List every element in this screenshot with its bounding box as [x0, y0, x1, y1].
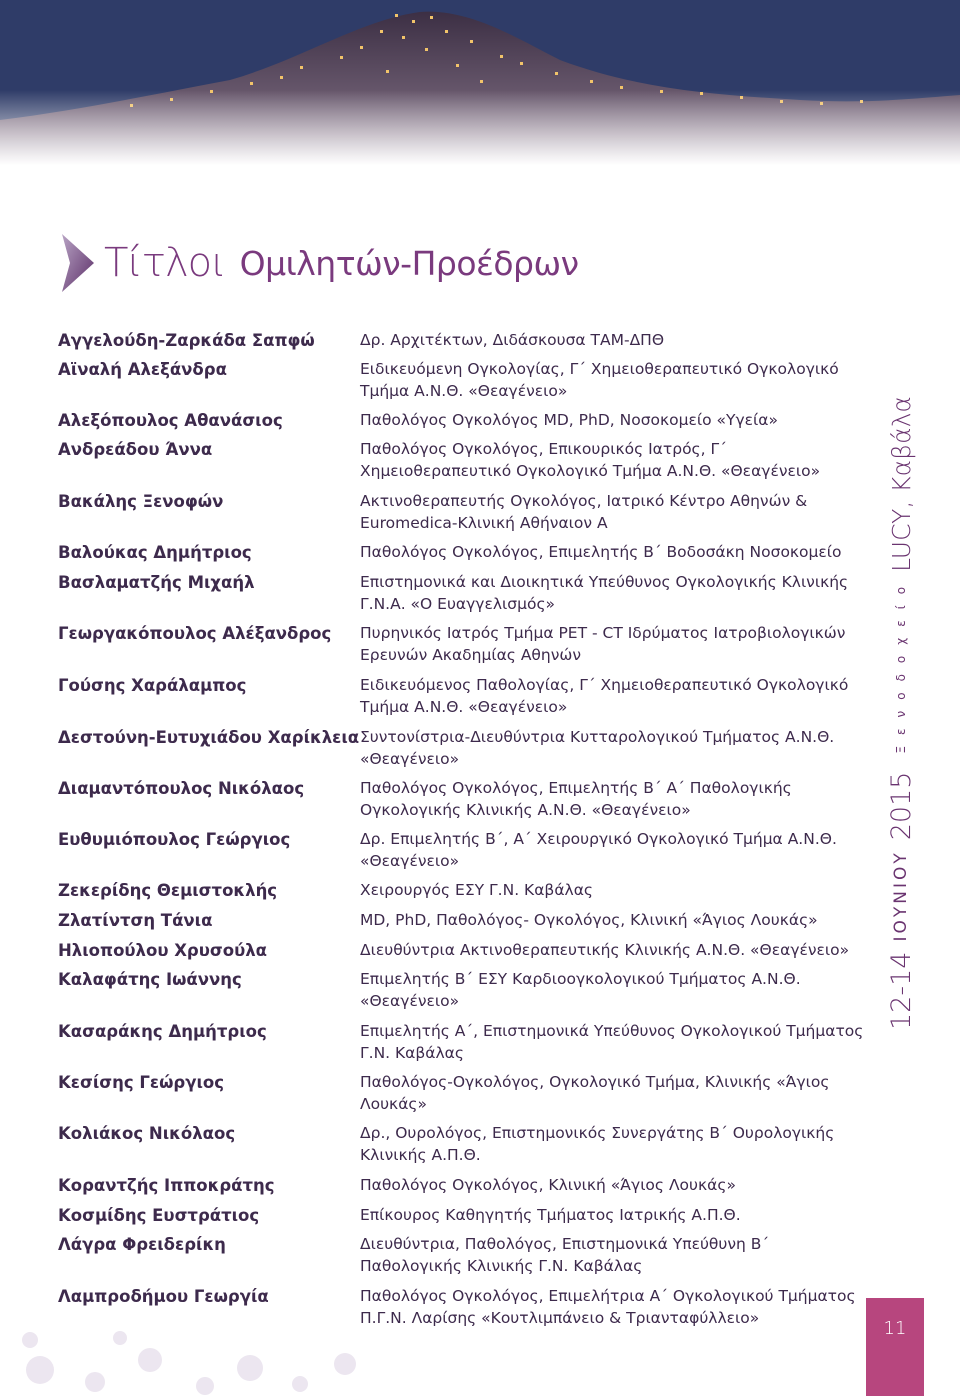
- title-word-main: Τίτλοι: [104, 240, 226, 286]
- speaker-title: Παθολόγος Ογκολόγος MD, PhD, Νοσοκομείο «Υγεία»: [360, 411, 778, 429]
- speaker-name: Αγγελούδη-Ζαρκάδα Σαπφώ: [58, 331, 315, 350]
- speaker-title: Δρ. Αρχιτέκτων, Διδάσκουσα ΤΑΜ-ΔΠΘ: [360, 331, 665, 349]
- speaker-title: Παθολόγος Ογκολόγος, Κλινική «Άγιος Λουκάς»: [360, 1176, 736, 1194]
- speaker-title: Επιμελητής Α΄, Επιστημονικά Υπεύθυνος Ογκολογικού Τμήματος Γ.Ν. Καβάλας: [360, 1022, 864, 1062]
- speaker-name: Κολιάκος Νικόλαος: [58, 1124, 236, 1143]
- speaker-name: Καλαφάτης Ιωάννης: [58, 970, 242, 989]
- speaker-title: Πυρηνικός Ιατρός Τμήμα PET - CT Ιδρύματος Ιατροβιολογικών Ερευνών Ακαδημίας Αθηνών: [360, 624, 846, 664]
- speaker-title: Παθολόγος-Ογκολόγος, Ογκολογικό Τμήμα, Κλινικής «Άγιος Λουκάς»: [360, 1073, 830, 1113]
- speaker-title: Διευθύντρια Ακτινοθεραπευτικής Κλινικής Α.Ν.Θ. «Θεαγένειο»: [360, 941, 850, 959]
- venue-type: Ξενοδοχείο: [894, 575, 908, 754]
- speaker-title: Παθολόγος Ογκολόγος, Επιμελήτρια Α΄ Ογκολογικού Τμήματος Π.Γ.Ν. Λαρίσης «Κουτλιμπάνειο & Τριανταφύλλειο»: [360, 1287, 856, 1327]
- speaker-title: Παθολόγος Ογκολόγος, Επιμελητής Β΄ Α΄ Παθολογικής Ογκολογικής Κλινικής Α.Ν.Θ. «Θεαγένειο»: [360, 779, 792, 819]
- page-number-tab: [866, 1298, 924, 1396]
- night-town-illustration: [0, 0, 960, 165]
- speaker-name: Δεστούνη-Ευτυχιάδου Χαρίκλεια: [58, 728, 360, 747]
- speaker-title: Ακτινοθεραπευτής Ογκολόγος, Ιατρικό Κέντρο Αθηνών & Euromedica-Κλινική Αθήναιον Α: [360, 492, 808, 532]
- speaker-title: Επιμελητής Β΄ ΕΣΥ Καρδιοογκολογικού Τμήματος Α.Ν.Θ. «Θεαγένειο»: [360, 970, 801, 1010]
- title-word-secondary: Ομιλητών-Προέδρων: [239, 243, 579, 283]
- speaker-title: Δρ., Ουρολόγος, Επιστημονικός Συνεργάτης Β΄ Ουρολογικής Κλινικής Α.Π.Θ.: [360, 1124, 835, 1164]
- speaker-name: Κοσμίδης Ευστράτιος: [58, 1206, 260, 1225]
- speaker-name: Βαλούκας Δημήτριος: [58, 543, 252, 562]
- speaker-name: Βασλαματζής Μιχαήλ: [58, 573, 255, 592]
- speaker-name: Ευθυμιόπουλος Γεώργιος: [58, 830, 291, 849]
- speaker-name: Βακάλης Ξενοφών: [58, 492, 224, 511]
- speaker-title: Διευθύντρια, Παθολόγος, Επιστημονικά Υπεύθυνη Β΄ Παθολογικής Κλινικής Γ.Ν. Καβάλας: [360, 1235, 770, 1275]
- event-sidebar: [873, 396, 929, 1030]
- speaker-name: Κασαράκης Δημήτριος: [58, 1022, 267, 1041]
- chevron-right-icon: [60, 232, 98, 294]
- speaker-name: Ζλατίντση Τάνια: [58, 911, 213, 930]
- speaker-title: Επίκουρος Καθηγητής Τμήματος Ιατρικής Α.Π.Θ.: [360, 1206, 741, 1224]
- event-dates: 12-14: [885, 951, 917, 1030]
- speaker-title: Ειδικευόμενος Παθολογίας, Γ΄ Χημειοθεραπευτικό Ογκολογικό Τμήμα Α.Ν.Θ. «Θεαγένειο»: [360, 676, 849, 716]
- speaker-name: Κεσίσης Γεώργιος: [58, 1073, 225, 1092]
- speaker-title: Ειδικευόμενη Ογκολογίας, Γ΄ Χημειοθεραπευτικό Ογκολογικό Τμήμα Α.Ν.Θ. «Θεαγένειο»: [360, 360, 839, 400]
- decorative-bubbles: [0, 1320, 860, 1396]
- speaker-name: Λάγρα Φρειδερίκη: [58, 1235, 226, 1254]
- header-photo-banner: [0, 0, 960, 165]
- speaker-title: Επιστημονικά και Διοικητικά Υπεύθυνος Ογκολογικής Κλινικής Γ.Ν.Α. «Ο Ευαγγελισμός»: [360, 573, 849, 613]
- speaker-title: Δρ. Επιμελητής Β΄, Α΄ Χειρουργικό Ογκολογικό Τμήμα Α.Ν.Θ. «Θεαγένειο»: [360, 830, 837, 870]
- speaker-name: Αϊναλή Αλεξάνδρα: [58, 360, 227, 379]
- speaker-name: Αλεξόπουλος Αθανάσιος: [58, 411, 283, 430]
- speaker-name: Ηλιοπούλου Χρυσούλα: [58, 941, 267, 960]
- speaker-name: Κοραντζής Ιπποκράτης: [58, 1176, 275, 1195]
- speaker-name: Ανδρεάδου Άννα: [58, 440, 213, 459]
- page-number: 11: [883, 1318, 907, 1339]
- speaker-name: Ζεκερίδης Θεμιστοκλής: [58, 881, 278, 900]
- speaker-title: MD, PhD, Παθολόγος- Ογκολόγος, Κλινική «Άγιος Λουκάς»: [360, 911, 818, 929]
- speaker-title: Παθολόγος Ογκολόγος, Επικουρικός Ιατρός, Γ΄ Χημειοθεραπευτικό Ογκολογικό Τμήμα Α.Ν.Θ. «Θεαγένειο»: [360, 440, 821, 480]
- venue-name: LUCY, Καβάλα: [886, 396, 916, 572]
- speaker-name: Διαμαντόπουλος Νικόλαος: [58, 779, 305, 798]
- speaker-name: Λαμπροδήμου Γεωργία: [58, 1287, 269, 1306]
- event-year: 2015: [885, 771, 917, 841]
- speaker-title: Χειρουργός ΕΣΥ Γ.Ν. Καβάλας: [360, 881, 594, 899]
- event-month: ΙΟΥΝΙΟΥ: [891, 850, 911, 942]
- speaker-name: Γεωργακόπουλος Αλέξανδρος: [58, 624, 332, 643]
- speaker-name: Γούσης Χαράλαμπος: [58, 676, 247, 695]
- page-title: [60, 228, 579, 298]
- speaker-title: Συντονίστρια-Διευθύντρια Κυτταρολογικού Τμήματος Α.Ν.Θ. «Θεαγένειο»: [360, 728, 835, 768]
- speaker-title: Παθολόγος Ογκολόγος, Επιμελητής Β΄ Βοδοσάκη Νοσοκομείο: [360, 543, 842, 561]
